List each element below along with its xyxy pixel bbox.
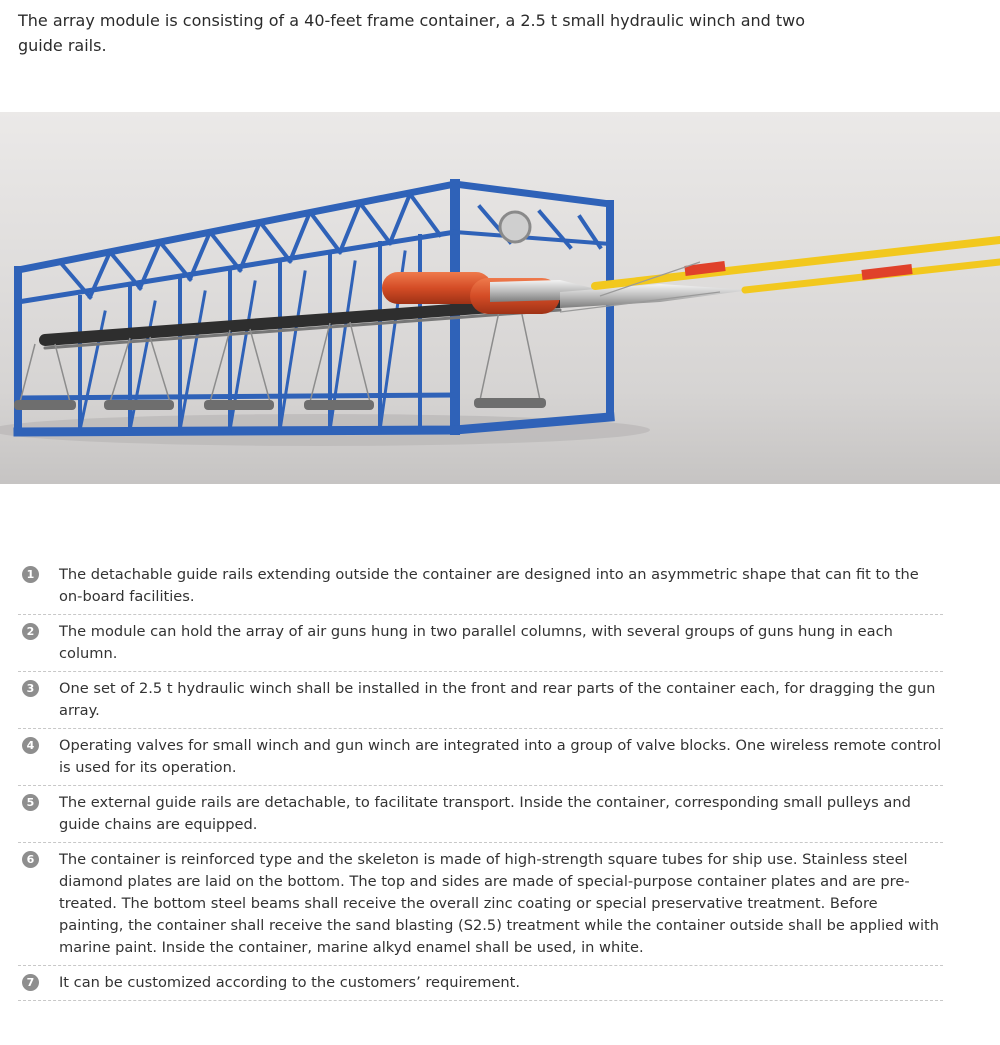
feature-text: It can be customized according to the customers’ requirement. bbox=[59, 974, 521, 991]
feature-list bbox=[18, 558, 943, 1001]
number-bullet-icon: 3 bbox=[22, 680, 39, 697]
feature-text: The external guide rails are detachable, to facilitate transport. Inside the container, corresponding small pulleys and guide chains are equipped. bbox=[59, 794, 911, 833]
number-bullet-icon: 1 bbox=[22, 566, 39, 583]
array-module-illustration bbox=[0, 112, 1000, 484]
feature-text: The container is reinforced type and the skeleton is made of high-strength square tubes for ship use. Stainless steel diamond plates are laid on the bottom. The top and sides are made of special-purpose container plates and are pre-treated. The bottom steel beams shall receive the overall zinc coating or special preservative treatment. Before painting, the container shall receive the sand blasting (S2.5) treatment while the container outside shall be applied with marine paint. Inside the container, marine alkyd enamel shall be used, in white. bbox=[59, 851, 939, 956]
list-item bbox=[18, 729, 943, 786]
number-bullet-icon: 7 bbox=[22, 974, 39, 991]
feature-text: The detachable guide rails extending outside the container are designed into an asymmetric shape that can fit to the on-board facilities. bbox=[59, 566, 919, 605]
list-item bbox=[18, 672, 943, 729]
number-bullet-icon: 2 bbox=[22, 623, 39, 640]
number-bullet-icon: 5 bbox=[22, 794, 39, 811]
list-item bbox=[18, 615, 943, 672]
list-item bbox=[18, 966, 943, 1001]
list-item bbox=[18, 843, 943, 966]
intro-text: The array module is consisting of a 40-feet frame container, a 2.5 t small hydraulic winch and two guide rails. bbox=[18, 11, 806, 55]
feature-text: Operating valves for small winch and gun winch are integrated into a group of valve blocks. One wireless remote control is used for its operation. bbox=[59, 737, 942, 776]
feature-text: One set of 2.5 t hydraulic winch shall be installed in the front and rear parts of the container each, for dragging the gun array. bbox=[59, 680, 936, 719]
number-bullet-icon: 4 bbox=[22, 737, 39, 754]
array-module-photo bbox=[0, 112, 1000, 484]
list-item bbox=[18, 786, 943, 843]
feature-text: The module can hold the array of air guns hung in two parallel columns, with several groups of guns hung in each column. bbox=[59, 623, 893, 662]
list-item bbox=[18, 558, 943, 615]
number-bullet-icon: 6 bbox=[22, 851, 39, 868]
